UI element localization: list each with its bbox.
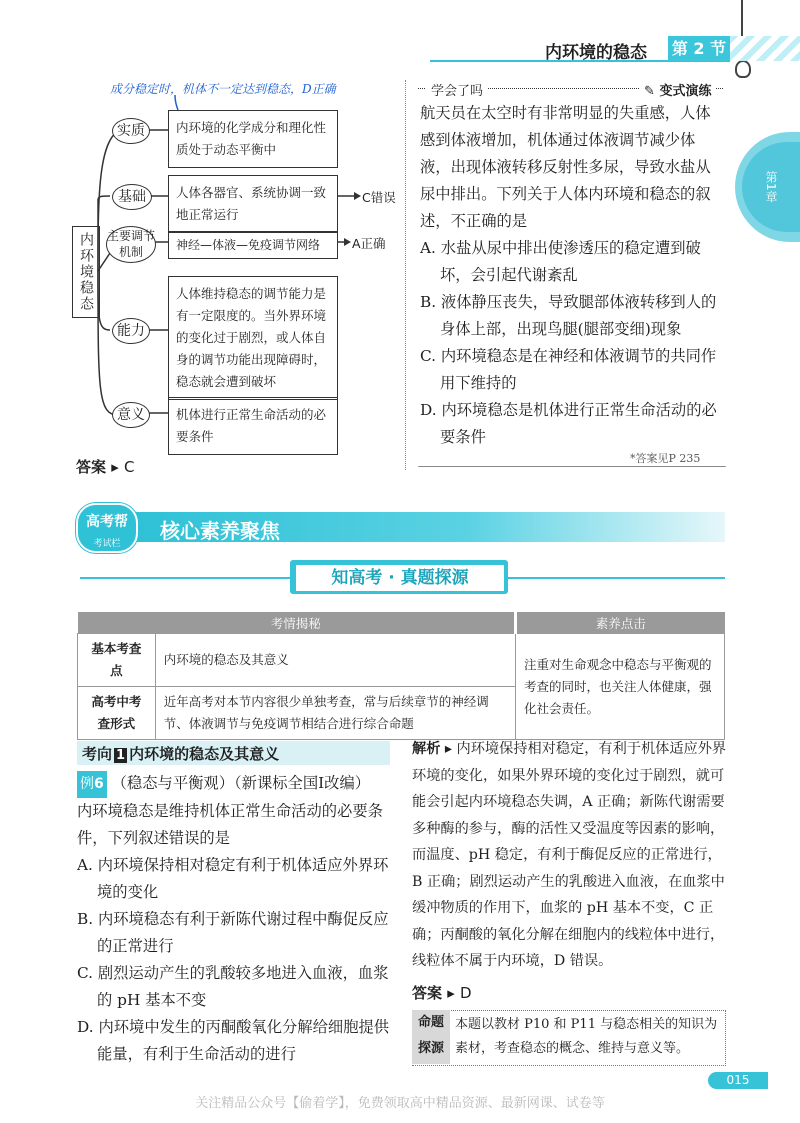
question-option-c: C. 剧烈运动产生的乳酸较多地进入血液，血浆的 pH 基本不变 xyxy=(77,964,389,1009)
table-row2-key: 高考中考查形式 xyxy=(78,687,156,740)
note-c-wrong: C错误 xyxy=(362,190,396,205)
exercise-option-b: B. 液体静压丧失，导致腿部体液转移到人的身体上部，出现鸟腿(腿部变细)现象 xyxy=(420,293,717,338)
exercise-footnote: *答案见P 235 xyxy=(630,452,701,465)
exercise-tag xyxy=(640,80,715,99)
kaoxiang-title: 内环境的稳态及其意义 xyxy=(129,745,280,763)
question-option-b: B. 内环境稳态有利于新陈代谢过程中酶促反应的正常进行 xyxy=(77,910,389,955)
exercise-option-a: A. 水盐从尿中排出使渗透压的稳定遭到破坏，会引起代谢紊乱 xyxy=(420,239,701,284)
question-body xyxy=(77,770,395,1068)
branch-box-1: 内环境的化学成分和理化性质处于动态平衡中 xyxy=(168,110,338,168)
exercise-foot-line xyxy=(418,466,726,467)
mindmap-root: 内环境稳态 xyxy=(72,226,100,318)
section-title: 内环境的稳态 xyxy=(545,43,647,63)
branch-label-5: 意义 xyxy=(112,402,150,428)
exercise-option-c: C. 内环境稳态是在神经和体液调节的共同作用下维持的 xyxy=(420,347,717,392)
exercise-option-d: D. 内环境稳态是机体进行正常生命活动的必要条件 xyxy=(420,401,717,446)
kaoxiang-heading xyxy=(82,743,279,764)
footer-note: 关注精品公众号【偷着学】，免费领取高中精品资源、最新网课、试卷等 xyxy=(195,1096,605,1111)
know-title: 知高考 · 真题探源 xyxy=(295,564,505,592)
exercise-tag-text: 变式演练 xyxy=(659,84,712,99)
pencil-icon: ✎ xyxy=(644,84,655,99)
answer-right-label: 答案 xyxy=(412,984,443,1002)
exercise-learned: 学会了吗 xyxy=(426,80,488,99)
banner-badge xyxy=(76,503,138,553)
analysis-label: 解析 xyxy=(412,741,441,757)
branch-label-1: 实质 xyxy=(112,118,150,144)
table-side: 注重对生命观念中稳态与平衡观的考查的同时，也关注人体健康，强化社会责任。 xyxy=(516,634,725,740)
analysis: 解析 ▸ 内环境保持相对稳定，有利于机体适应外界环境的变化，如果外界环境的变化过于剧烈，就可能会引起内环境稳态失调，A 正确；新陈代谢需要多种酶的参与，酶的活性又受温度等因素的影响，而温度、pH 稳定，有利于酶促反应的正常进行，B 正确；剧烈运动产生的乳酸进入血液，在血浆中缓冲物质的作用下，血浆的 pH 基本不变，C 正确；丙酮酸的氧化分解在细胞内的线粒体中进行，线粒体不属于内环境，D 错误。 xyxy=(412,741,727,969)
question-head xyxy=(77,770,395,798)
question-option-d: D. 内环境中发生的丙酮酸氧化分解给细胞提供能量，有利于生命活动的进行 xyxy=(77,1018,390,1063)
answer-left: 答案 ▸ C xyxy=(76,458,135,476)
table-row2-value: 近年高考对本节内容很少单独考查，常与后续章节的神经调节、体液调节与免疫调节相结合进行综合命题 xyxy=(155,687,515,740)
table-row1-value: 内环境的稳态及其意义 xyxy=(155,634,515,687)
banner-title: 核心素养聚焦 xyxy=(160,519,280,543)
branch-box-5: 机体进行正常生命活动的必要条件 xyxy=(168,397,338,455)
source-text: 本题以教材 P10 和 P11 与稳态相关的知识为素材，考查稳态的概念、维持与意义等。 xyxy=(455,1017,718,1056)
answer-label: 答案 xyxy=(76,458,107,476)
table-head-2: 素养点击 xyxy=(516,612,725,634)
badge-sub: 考试栏 xyxy=(93,539,121,549)
question-option-a: A. 内环境保持相对稳定有利于机体适应外界环境的变化 xyxy=(77,856,389,901)
branch-label-4: 能力 xyxy=(112,318,150,344)
example-tag: 例6 xyxy=(77,771,107,798)
handwritten-note: 成分稳定时，机体不一定达到稳态，D正确 xyxy=(110,82,336,96)
branch-box-4: 人体维持稳态的调节能力是有一定限度的。当外界环境的变化过于剧烈，或人体自身的调节功能出现障碍时，稳态就会遭到破坏 xyxy=(168,276,338,400)
answer-value: C xyxy=(124,458,135,476)
question-source: （稳态与平衡观）（新课标全国Ⅰ改编） xyxy=(111,774,371,792)
question-stem: 内环境稳态是维持机体正常生命活动的必要条件，下列叙述错误的是 xyxy=(77,802,383,847)
note-a-right: A正确 xyxy=(352,236,386,251)
branch-box-2: 人体各器官、系统协调一致地正常运行 xyxy=(168,175,338,233)
answer-right: 答案 ▸ D xyxy=(412,984,472,1002)
exam-table xyxy=(77,612,725,740)
kaoxiang-number: 1 xyxy=(116,748,126,763)
section-tab: 第 2 节 xyxy=(668,36,730,61)
table-head-1: 考情揭秘 xyxy=(78,612,516,634)
chapter-tab: 第1章 xyxy=(742,142,800,232)
page-number: 015 xyxy=(708,1072,768,1089)
exercise-stem: 航天员在太空时有非常明显的失重感，人体感到体液增加，机体通过体液调节减少体液，出现体液转移反射性多尿，导致水盐从尿中排出。下列关于人体内环境和稳态的叙述，不正确的是 xyxy=(420,104,711,230)
answer-right-value: D xyxy=(460,984,472,1002)
table-row1-key: 基本考查点 xyxy=(78,634,156,687)
branch-label-3: 主要调节机制 xyxy=(106,226,156,263)
branch-label-2: 基础 xyxy=(112,184,152,210)
column-separator xyxy=(405,80,406,470)
analysis-text: 内环境保持相对稳定，有利于机体适应外界环境的变化，如果外界环境的变化过于剧烈，就可能会引起内环境稳态失调，A 正确；新陈代谢需要多种酶的参与，酶的活性又受温度等因素的影响，而温度、pH 稳定，有利于酶促反应的正常进行，B 正确；剧烈运动产生的乳酸进入血液，在血浆中缓冲物质的作用下，血浆的 pH 基本不变，C 正确；丙酮酸的氧化分解在细胞内的线粒体中进行，线粒体不属于内环境，D 错误。 xyxy=(412,741,727,969)
kaoxiang-prefix: 考向 xyxy=(82,745,113,763)
badge-text: 高考帮 xyxy=(86,514,128,530)
exercise-body xyxy=(420,100,725,451)
branch-box-3: 神经—体液—免疫调节网络 xyxy=(168,231,338,259)
source-head: 命题探源 xyxy=(412,1010,450,1064)
